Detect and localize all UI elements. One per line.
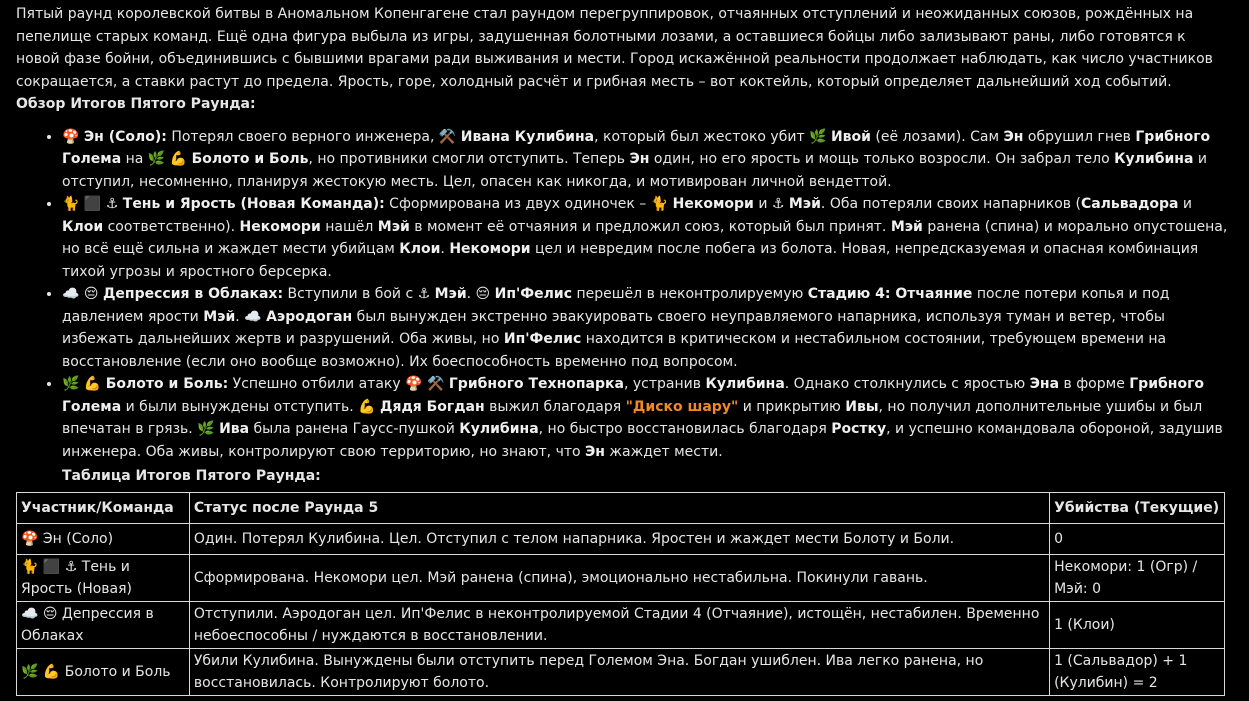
bold-text: Мэй (890, 218, 923, 235)
bold-text: Клои (399, 241, 441, 257)
text-segment: после потери копья и под давлением ярости (62, 286, 1170, 325)
bold-text: Некомори (239, 218, 321, 235)
table-row (17, 554, 1225, 601)
bold-text: Ростку (831, 421, 887, 437)
bold-text: Дядя Богдан (379, 398, 485, 415)
text-segment: обрушил гнев (1023, 128, 1136, 145)
cell-status: Один. Потерял Кулибина. Цел. Отступил с телом напарника. Яростен и жаждет мести Болоту и Боли. (189, 523, 1049, 554)
cell-status: Сформирована. Некомори цел. Мэй ранена (спина), эмоционально нестабильна. Покинули гавань. (189, 554, 1049, 601)
text-segment: ранена (спина) и морально опустошена, но всё ещё сильна и жаждет мести убийцам (62, 218, 1228, 257)
bold-text: Ип'Фелис (494, 286, 573, 302)
text-segment: , но быстро восстановилась благодаря (538, 421, 832, 437)
results-table (16, 492, 1225, 696)
table-title: Таблица Итогов Пятого Раунда: (62, 468, 321, 484)
text-segment: и были вынуждены отступить. 💪 (121, 398, 380, 415)
text-segment: и ⚓ (753, 196, 789, 212)
text-segment: , но противники смогли отступить. Теперь (308, 151, 630, 167)
text-segment: , но получил дополнительные ушибы и был впечатан в грязь. 🌿 (62, 398, 1203, 437)
overview-list (16, 126, 1233, 464)
text-segment: Успешно отбили атаку 🍄 ⚒️ (228, 376, 449, 392)
bold-text: Эн (1003, 128, 1024, 145)
table-header-row (17, 492, 1225, 523)
text-segment: . 😔 (466, 286, 495, 302)
cell-kills: 1 (Клои) (1050, 601, 1225, 648)
text-segment: перешёл в неконтролируемую (572, 286, 808, 302)
text-segment: выжил благодаря (484, 398, 626, 415)
text-segment: в момент её отчаяния и предложил союз, который был принят. (409, 218, 891, 235)
text-segment: . (440, 241, 450, 257)
text-segment: и (1178, 196, 1193, 212)
text-segment: и прикрытию (738, 398, 846, 415)
cell-status: Убили Кулибина. Вынуждены были отступить перед Големом Эна. Богдан ушиблен. Ива легко ранена, но восстановилась. Контролируют болото. (189, 648, 1049, 695)
bold-text: Эна (1029, 376, 1060, 392)
bold-text: Кулибина (705, 376, 785, 392)
header-status: Статус после Раунда 5 (189, 492, 1049, 523)
text-segment: нашёл (320, 218, 378, 235)
cell-participant: ☁️ 😔 Депрессия в Облаках (17, 601, 190, 648)
text-segment: . ☁️ (235, 308, 267, 325)
text-segment: 🍄 (62, 128, 84, 145)
cell-status: Отступили. Аэродоган цел. Ип'Фелис в неконтролируемой Стадии 4 (Отчаяние), истощён, нестабилен. Временно небоеспособны / нуждаются в восстановлении. (189, 601, 1049, 648)
text-segment: . Однако столкнулись с яростью (784, 376, 1030, 392)
cell-participant: 🐈 ⬛ ⚓ Тень и Ярость (Новая) (17, 554, 190, 601)
text-segment: в форме (1059, 376, 1130, 392)
text-segment: на 🌿 💪 (121, 151, 192, 167)
text-segment: 🌿 💪 (62, 376, 106, 392)
text-segment: один, но его ярость и мощь только возросли. Он забрал тело (649, 151, 1115, 167)
cell-kills: Некомори: 1 (Огр) / Мэй: 0 (1050, 554, 1225, 601)
bold-text: Болото и Боль (191, 151, 309, 167)
bold-text: Кулибина (459, 421, 539, 437)
cell-kills: 1 (Сальвадор) + 1 (Кулибин) = 2 (1050, 648, 1225, 695)
bold-text: Мэй (377, 218, 410, 235)
text-segment: и отступил, несомненно, планируя жестокую месть. Цел, опасен как никогда, и мотивирован личной вендеттой. (62, 151, 1207, 190)
list-item-en (62, 126, 1233, 194)
text-segment: Сформирована из двух одиночек – 🐈 (384, 196, 673, 212)
text-segment: был вынужден экстренно эвакуировать своего неуправляемого напарника, используя туман и ветер, чтобы избежать дальнейших жертв и разрушений. Оба живы, но (62, 308, 1165, 347)
text-segment: цел и невредим после побега из болота. Новая, непредсказуемая и опасная комбинация тихой угрозы и яростного берсерка. (62, 241, 1199, 280)
cell-kills: 0 (1050, 523, 1225, 554)
overview-heading: Обзор Итогов Пятого Раунда: (16, 96, 256, 112)
bold-text: Клои (62, 218, 104, 235)
text-segment: была ранена Гаусс-пушкой (249, 421, 460, 437)
bold-text: Мэй (434, 286, 467, 302)
text-segment: находится в критическом и нестабильном состоянии, требующем времени на восстановление (если оно вообще возможно). Их боеспособность временно под вопросом. (62, 331, 1167, 370)
table-row (17, 523, 1225, 554)
text-segment: , который был жестоко убит 🌿 (594, 128, 831, 145)
bold-text: Ивой (830, 128, 871, 145)
header-participant: Участник/Команда (17, 492, 190, 523)
bold-text: Некомори (449, 241, 531, 257)
highlight-text: "Диско шару" (625, 398, 739, 415)
text-segment: Вступили в бой с ⚓ (283, 286, 435, 302)
intro-paragraph: Пятый раунд королевской битвы в Аномальном Копенгагене стал раундом перегруппировок, отчаянных отступлений и неожиданных союзов, рождённых на пепелище старых команд. Ещё одна фигура выбыла из игры, задушенная болотными лозами, а оставшиеся бойцы либо зализывают раны, либо готовятся к новой фазе бойни, объединившись с бывшими врагами ради выживания и мести. Город искажённой реальности продолжает наблюдать, как число участников сокращается, а ставки растут до предела. Ярость, горе, холодный расчёт и грибная месть – вот коктейль, который определяет дальнейший ход событий. (16, 6, 1213, 90)
text-segment: ☁️ 😔 (62, 286, 103, 302)
text-segment: . Оба потеряли своих напарников ( (820, 196, 1081, 212)
bold-text: Ивы (845, 398, 879, 415)
text-segment: , и успешно командовала обороной, задушив инженера. Оба живы, контролируют свою территорию, но знают, что (62, 421, 1223, 460)
text-segment: Потерял своего верного инженера, ⚒️ (166, 128, 461, 145)
list-item-swamp-pain (62, 373, 1233, 463)
bold-text: Некомори (672, 196, 754, 212)
bold-text: Эн (629, 151, 650, 167)
header-kills: Убийства (Текущие) (1050, 492, 1225, 523)
bold-text: Стадию 4: Отчаяние (807, 286, 973, 302)
bold-text: Сальвадора (1080, 196, 1179, 212)
table-row (17, 648, 1225, 695)
bold-text: Эн (585, 443, 605, 460)
text-segment: 🐈 ⬛ ⚓ (62, 196, 123, 212)
text-segment: соответственно). (103, 218, 240, 235)
cell-participant: 🍄 Эн (Соло) (17, 523, 190, 554)
bold-text: Депрессия в Облаках: (102, 286, 284, 302)
bold-text: Тень и Ярость (Новая Команда): (122, 196, 385, 212)
bold-text: Грибного Голема (62, 128, 1211, 167)
bold-text: Мэй (788, 196, 821, 212)
bold-text: Ива (219, 421, 250, 437)
list-item-depression-clouds (62, 283, 1233, 373)
list-item-shadow-fury (62, 193, 1233, 283)
table-row (17, 601, 1225, 648)
bold-text: Грибного Технопарка (448, 376, 624, 392)
bold-text: Ип'Фелис (503, 331, 582, 347)
bold-text: Мэй (203, 308, 236, 325)
text-segment: жаждет мести. (604, 443, 723, 460)
bold-text: Болото и Боль: (105, 376, 229, 392)
bold-text: Грибного Голема (62, 376, 1205, 415)
cell-participant: 🌿 💪 Болото и Боль (17, 648, 190, 695)
bold-text: Ивана Кулибина (460, 128, 595, 145)
bold-text: Кулибина (1114, 151, 1194, 167)
text-segment: , устранив (623, 376, 706, 392)
bold-text: Аэродоган (266, 308, 353, 325)
text-segment: (её лозами). Сам (870, 128, 1004, 145)
bold-text: Эн (Соло): (83, 128, 167, 145)
